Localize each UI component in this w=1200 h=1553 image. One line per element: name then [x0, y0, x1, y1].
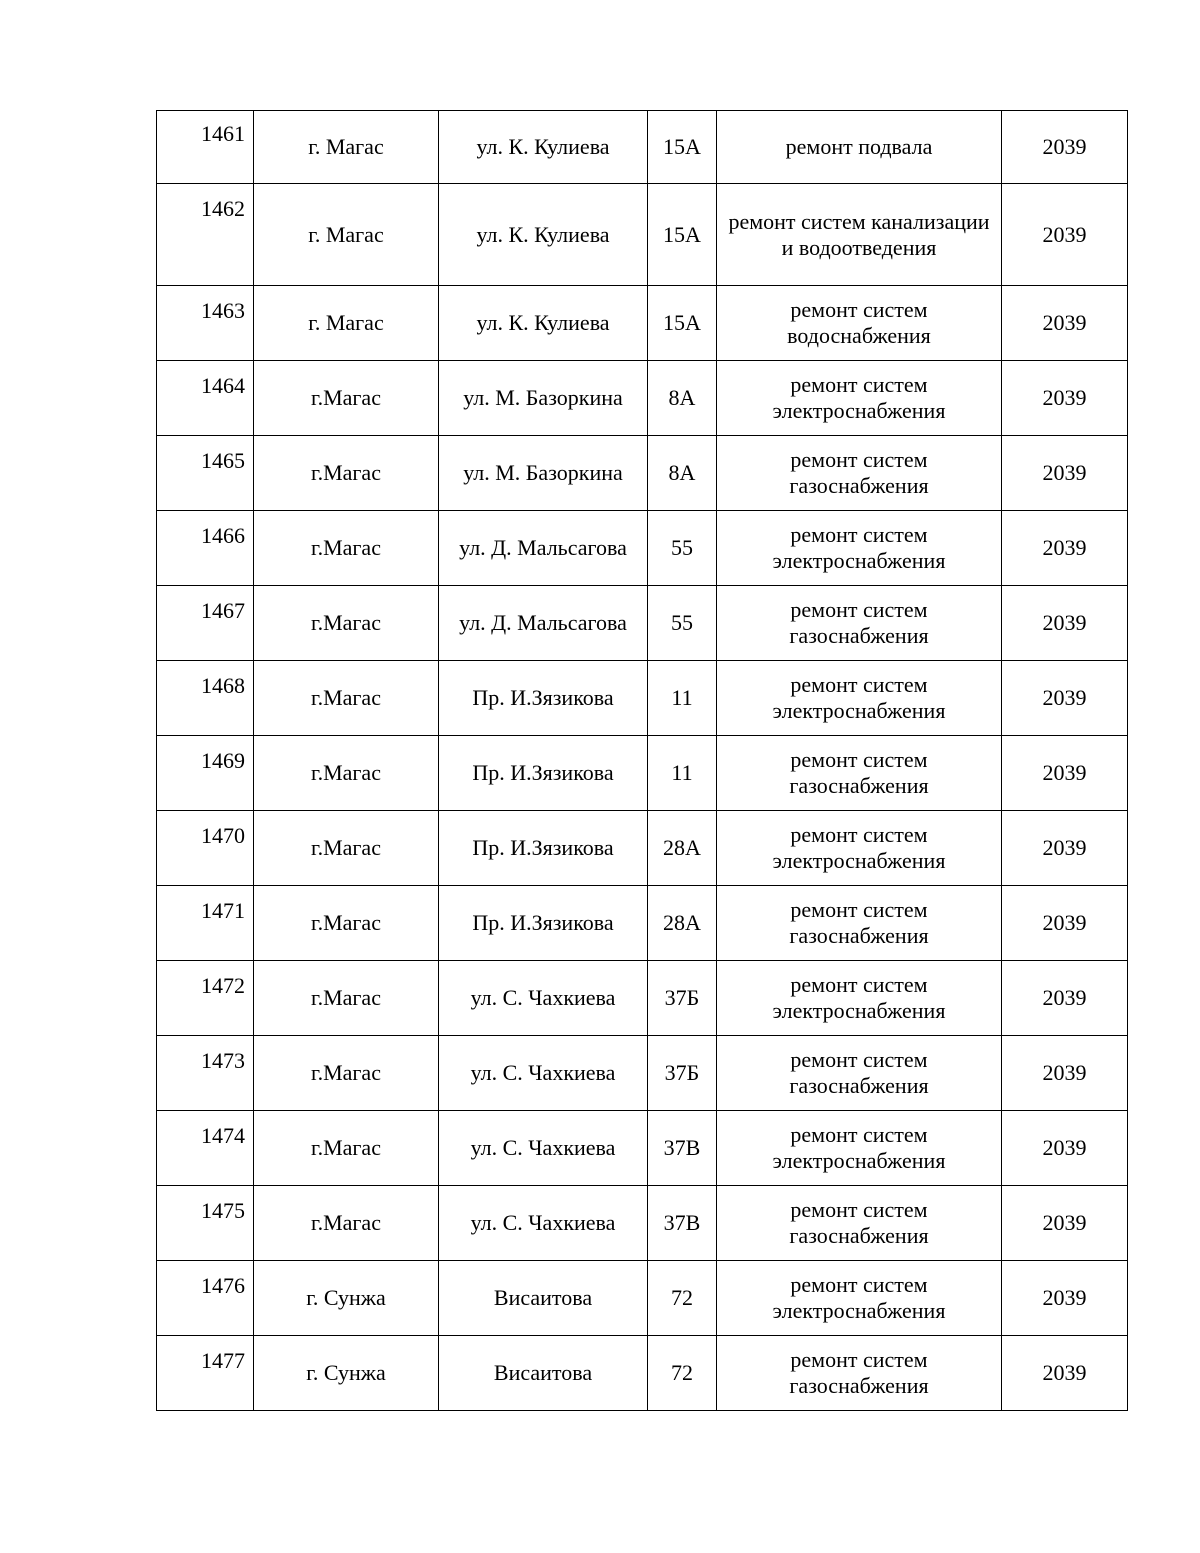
city-cell: г.Магас [254, 1111, 439, 1186]
street-cell: Пр. И.Зязикова [439, 661, 648, 736]
work-type-cell: ремонт систем канализации и водоотведения [717, 184, 1002, 286]
table-row [157, 511, 1128, 586]
work-type-cell: ремонт систем газоснабжения [717, 436, 1002, 511]
row-number-cell: 1466 [157, 511, 254, 586]
street-cell: ул. М. Базоркина [439, 361, 648, 436]
row-number-cell: 1477 [157, 1336, 254, 1411]
street-cell: ул. К. Кулиева [439, 111, 648, 184]
house-number-cell: 28А [648, 811, 717, 886]
table-row [157, 886, 1128, 961]
city-cell: г. Магас [254, 184, 439, 286]
house-number-cell: 8А [648, 436, 717, 511]
work-type-cell: ремонт систем водоснабжения [717, 286, 1002, 361]
house-number-cell: 37Б [648, 1036, 717, 1111]
work-type-cell: ремонт систем газоснабжения [717, 586, 1002, 661]
work-type-cell: ремонт систем электроснабжения [717, 661, 1002, 736]
street-cell: ул. К. Кулиева [439, 184, 648, 286]
street-cell: Висаитова [439, 1261, 648, 1336]
table-row [157, 1111, 1128, 1186]
work-type-cell: ремонт систем электроснабжения [717, 961, 1002, 1036]
table-row [157, 1336, 1128, 1411]
street-cell: ул. К. Кулиева [439, 286, 648, 361]
year-cell: 2039 [1002, 811, 1128, 886]
row-number-cell: 1471 [157, 886, 254, 961]
year-cell: 2039 [1002, 1186, 1128, 1261]
house-number-cell: 15А [648, 111, 717, 184]
city-cell: г. Сунжа [254, 1261, 439, 1336]
table-row [157, 961, 1128, 1036]
row-number-cell: 1474 [157, 1111, 254, 1186]
city-cell: г.Магас [254, 1186, 439, 1261]
year-cell: 2039 [1002, 1336, 1128, 1411]
work-type-cell: ремонт систем электроснабжения [717, 361, 1002, 436]
table-row [157, 1036, 1128, 1111]
city-cell: г.Магас [254, 361, 439, 436]
street-cell: ул. С. Чахкиева [439, 1111, 648, 1186]
year-cell: 2039 [1002, 286, 1128, 361]
house-number-cell: 11 [648, 661, 717, 736]
street-cell: ул. Д. Мальсагова [439, 586, 648, 661]
work-type-cell: ремонт подвала [717, 111, 1002, 184]
street-cell: ул. С. Чахкиева [439, 1186, 648, 1261]
city-cell: г.Магас [254, 886, 439, 961]
table-row [157, 736, 1128, 811]
table-row [157, 184, 1128, 286]
table-row [157, 811, 1128, 886]
city-cell: г.Магас [254, 811, 439, 886]
house-number-cell: 28А [648, 886, 717, 961]
year-cell: 2039 [1002, 661, 1128, 736]
year-cell: 2039 [1002, 961, 1128, 1036]
year-cell: 2039 [1002, 436, 1128, 511]
row-number-cell: 1469 [157, 736, 254, 811]
street-cell: Пр. И.Зязикова [439, 886, 648, 961]
work-type-cell: ремонт систем газоснабжения [717, 1036, 1002, 1111]
year-cell: 2039 [1002, 1036, 1128, 1111]
table-row [157, 361, 1128, 436]
city-cell: г.Магас [254, 511, 439, 586]
row-number-cell: 1472 [157, 961, 254, 1036]
street-cell: Пр. И.Зязикова [439, 811, 648, 886]
city-cell: г.Магас [254, 1036, 439, 1111]
table-row [157, 436, 1128, 511]
city-cell: г.Магас [254, 436, 439, 511]
house-number-cell: 37В [648, 1111, 717, 1186]
row-number-cell: 1461 [157, 111, 254, 184]
work-type-cell: ремонт систем газоснабжения [717, 1186, 1002, 1261]
house-number-cell: 72 [648, 1336, 717, 1411]
house-number-cell: 55 [648, 511, 717, 586]
row-number-cell: 1467 [157, 586, 254, 661]
street-cell: ул. Д. Мальсагова [439, 511, 648, 586]
city-cell: г.Магас [254, 586, 439, 661]
house-number-cell: 37Б [648, 961, 717, 1036]
city-cell: г. Магас [254, 286, 439, 361]
work-type-cell: ремонт систем электроснабжения [717, 1111, 1002, 1186]
street-cell: Висаитова [439, 1336, 648, 1411]
year-cell: 2039 [1002, 586, 1128, 661]
street-cell: Пр. И.Зязикова [439, 736, 648, 811]
row-number-cell: 1462 [157, 184, 254, 286]
row-number-cell: 1475 [157, 1186, 254, 1261]
row-number-cell: 1468 [157, 661, 254, 736]
table-row [157, 1261, 1128, 1336]
work-type-cell: ремонт систем электроснабжения [717, 1261, 1002, 1336]
city-cell: г.Магас [254, 736, 439, 811]
year-cell: 2039 [1002, 1261, 1128, 1336]
year-cell: 2039 [1002, 111, 1128, 184]
house-number-cell: 15А [648, 184, 717, 286]
table-row [157, 586, 1128, 661]
work-type-cell: ремонт систем электроснабжения [717, 511, 1002, 586]
year-cell: 2039 [1002, 1111, 1128, 1186]
table-row [157, 111, 1128, 184]
city-cell: г.Магас [254, 661, 439, 736]
street-cell: ул. С. Чахкиева [439, 1036, 648, 1111]
house-number-cell: 37В [648, 1186, 717, 1261]
house-number-cell: 72 [648, 1261, 717, 1336]
house-number-cell: 11 [648, 736, 717, 811]
row-number-cell: 1476 [157, 1261, 254, 1336]
city-cell: г.Магас [254, 961, 439, 1036]
row-number-cell: 1464 [157, 361, 254, 436]
work-type-cell: ремонт систем газоснабжения [717, 886, 1002, 961]
row-number-cell: 1463 [157, 286, 254, 361]
year-cell: 2039 [1002, 361, 1128, 436]
row-number-cell: 1473 [157, 1036, 254, 1111]
city-cell: г. Магас [254, 111, 439, 184]
street-cell: ул. М. Базоркина [439, 436, 648, 511]
repair-schedule-table [156, 110, 1128, 1411]
city-cell: г. Сунжа [254, 1336, 439, 1411]
row-number-cell: 1470 [157, 811, 254, 886]
year-cell: 2039 [1002, 511, 1128, 586]
year-cell: 2039 [1002, 184, 1128, 286]
table-row [157, 1186, 1128, 1261]
year-cell: 2039 [1002, 736, 1128, 811]
house-number-cell: 15А [648, 286, 717, 361]
row-number-cell: 1465 [157, 436, 254, 511]
table-row [157, 661, 1128, 736]
work-type-cell: ремонт систем электроснабжения [717, 811, 1002, 886]
work-type-cell: ремонт систем газоснабжения [717, 1336, 1002, 1411]
year-cell: 2039 [1002, 886, 1128, 961]
house-number-cell: 55 [648, 586, 717, 661]
work-type-cell: ремонт систем газоснабжения [717, 736, 1002, 811]
table-body [157, 111, 1128, 1411]
house-number-cell: 8А [648, 361, 717, 436]
street-cell: ул. С. Чахкиева [439, 961, 648, 1036]
table-row [157, 286, 1128, 361]
